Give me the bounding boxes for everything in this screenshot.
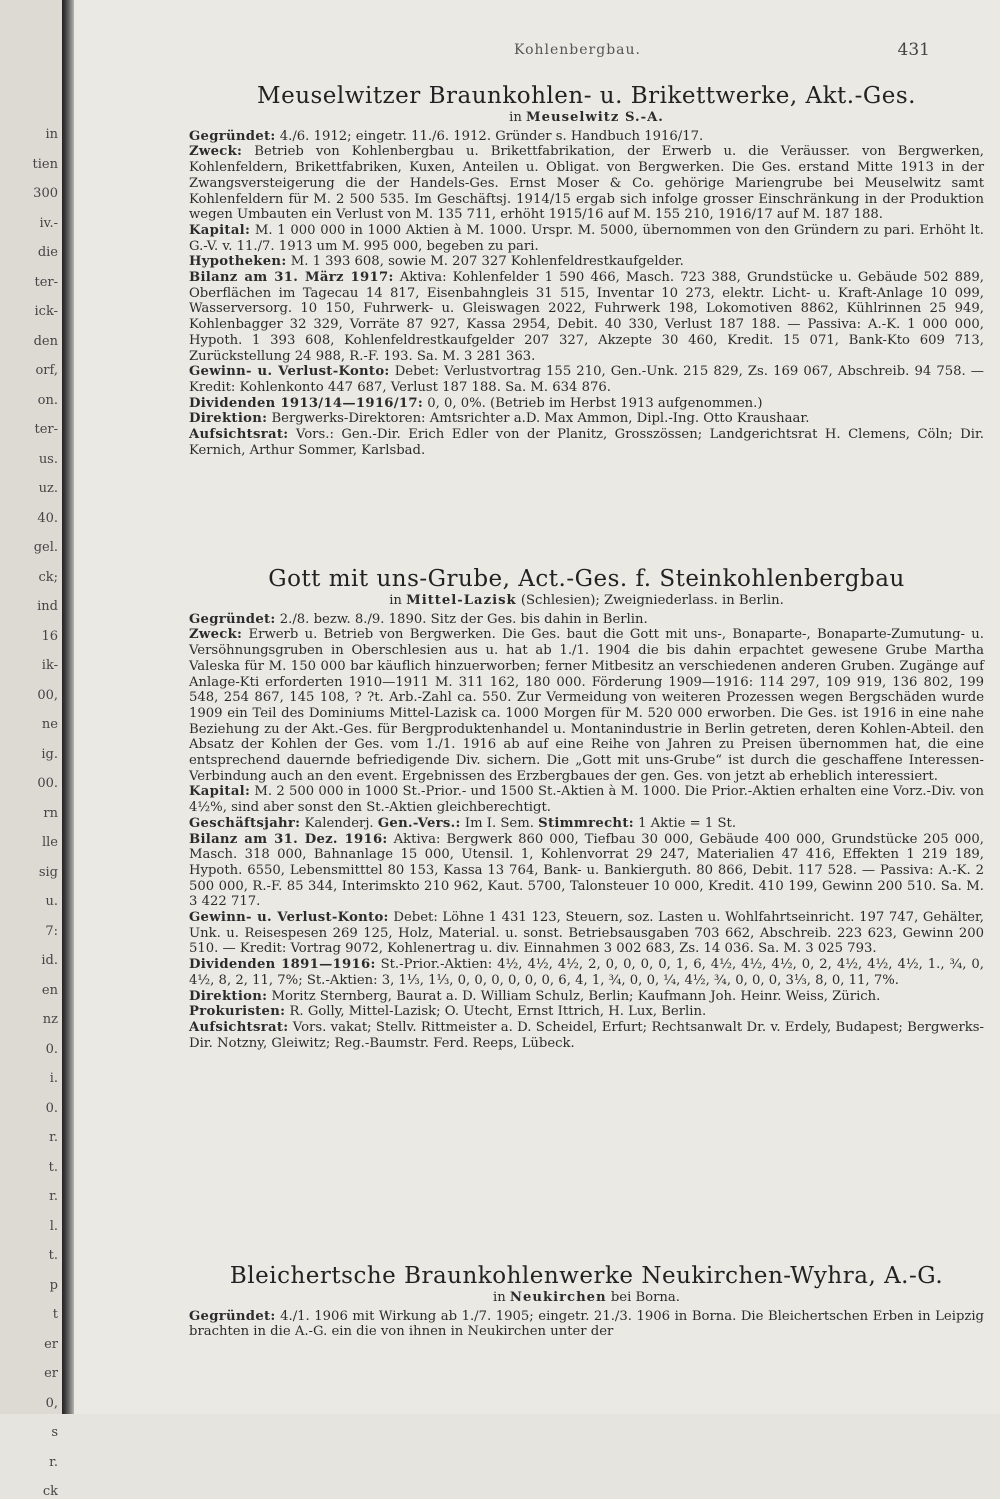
- location-name: Mittel-Lazisk: [406, 593, 517, 608]
- entry-title: Meuselwitzer Braunkohlen- u. Brikettwerke, Akt.-Ges.: [257, 83, 916, 109]
- margin-fragment: ick-: [34, 304, 58, 319]
- margin-fragment: rn: [43, 806, 58, 821]
- margin-fragment: den: [33, 334, 58, 349]
- entry-bleichertsche: [189, 1262, 984, 1340]
- margin-fragment: in: [45, 127, 58, 142]
- margin-fragment: iv.-: [39, 216, 58, 231]
- prokuristen-paragraph: Prokuristen: R. Golly, Mittel-Lazisk; O. Utecht, Ernst Ittrich, H. Lux, Berlin.: [189, 1004, 707, 1020]
- location-name: Meuselwitz S.-A.: [526, 110, 664, 125]
- margin-fragment: orf,: [35, 363, 58, 378]
- page-number: 431: [897, 40, 930, 60]
- margin-fragment: ig.: [41, 747, 58, 762]
- gegruendet-paragraph: Gegründet: 4./6. 1912; eingetr. 11./6. 1912. Gründer s. Handbuch 1916/17.: [189, 128, 704, 144]
- margin-fragment: ck;: [38, 570, 58, 585]
- margin-fragment: gel.: [33, 540, 58, 555]
- margin-fragment: r.: [49, 1455, 58, 1470]
- geschaeftsjahr-paragraph: Geschäftsjahr: Kalenderj. Gen.-Vers.: Im I. Sem. Stimmrecht: 1 Aktie = 1 St.: [189, 815, 737, 831]
- margin-fragment: r.: [49, 1189, 58, 1204]
- adjacent-page-margin: [0, 0, 62, 1499]
- margin-fragment: en: [41, 983, 58, 998]
- margin-fragment: t: [52, 1307, 58, 1322]
- margin-fragment: 0.: [45, 1101, 58, 1116]
- margin-fragment: ik-: [41, 658, 58, 673]
- kapital-paragraph: Kapital: M. 1 000 000 in 1000 Aktien à M. 1000. Urspr. M. 5000, übernommen von den Gründern zu pari. Erhöht lt. G.-V. v. 11./7. 1913 um M. 995 000, begeben zu pari.: [189, 222, 984, 254]
- margin-fragment: 7:: [45, 924, 58, 939]
- margin-fragment: 00,: [37, 688, 58, 703]
- entry-location: in Neukirchen bei Borna.: [493, 1290, 680, 1305]
- margin-fragment: lle: [41, 835, 58, 850]
- hypotheken-paragraph: Hypotheken: M. 1 393 608, sowie M. 207 327 Kohlenfeldrestkaufgelder.: [189, 254, 684, 270]
- margin-fragment: 00.: [37, 776, 58, 791]
- margin-fragment: 0,: [45, 1396, 58, 1411]
- margin-fragment: on.: [37, 393, 58, 408]
- margin-fragment: ter-: [34, 422, 58, 437]
- margin-fragment: ind: [37, 599, 58, 614]
- margin-fragment: er: [44, 1337, 58, 1352]
- gewinn-verlust-paragraph: Gewinn- u. Verlust-Konto: Debet: Verlustvortrag 155 210, Gen.-Unk. 215 829, Zs. 169 067, Abschreib. 94 758. — Kredit: Kohlenkonto 447 687, Verlust 187 188. Sa. M. 634 876.: [189, 364, 984, 395]
- margin-fragment: s: [51, 1425, 58, 1440]
- direktion-paragraph: Direktion: Moritz Sternberg, Baurat a. D. William Schulz, Berlin; Kaufmann Joh. Heinr. Weiss, Zürich.: [189, 988, 881, 1004]
- book-page: [74, 0, 1000, 1414]
- zweck-paragraph: Zweck: Betrieb von Kohlenbergbau u. Brikettfabrikation, der Erwerb u. die Veräusser. von Bergwerken, Kohlenfeldern, Brikettfabriken, Kuxen, Anteilen u. Obligat. von Bergwerken. Die Ges. erstand Mitte 1913 in der Zwangsversteigerung die der Handels-Ges. Ernst Moser & Co. gehörige Mariengrube bei Meuselwitz samt Kohlenfeldern für M. 2 500 535. Im Geschäftsj. 1914/15 ergab sich infolge grosser Einschränkung in der Produktion wegen Umbauten ein Verlust von M. 135 711, erhöht 1915/16 auf M. 155 210, 1916/17 auf M. 187 188.: [189, 144, 984, 223]
- entry-location: in Mittel-Lazisk (Schlesien); Zweigniederlass. in Berlin.: [389, 593, 784, 608]
- margin-fragment: ter-: [34, 275, 58, 290]
- margin-fragment: ck: [42, 1484, 58, 1499]
- margin-fragment: r.: [49, 1130, 58, 1145]
- margin-fragment: tien: [32, 157, 58, 172]
- margin-fragment: sig: [38, 865, 58, 880]
- aufsichtsrat-paragraph: Aufsichtsrat: Vors. vakat; Stellv. Rittmeister a. D. Scheidel, Erfurt; Rechtsanwalt Dr. v. Erdely, Budapest; Bergwerks-Dir. Notzny, Gleiwitz; Reg.-Baumstr. Ferd. Reeps, Lübeck.: [189, 1019, 984, 1051]
- margin-fragment: 40.: [37, 511, 58, 526]
- bilanz-paragraph: Bilanz am 31. Dez. 1916: Aktiva: Bergwerk 860 000, Tiefbau 30 000, Gebäude 400 000, Grundstücke 205 000, Masch. 318 000, Bahnanlage 15 000, Utensil. 1, Kohlenvorrat 29 247, Materialien 47 416, Effekten 1 219 189, Hypoth. 6550, Lebensmitttel 80 153, Kassa 13 764, Bank- u. Bankierguth. 80 866, Debit. 117 528. — Passiva: A.-K. 2 500 000, R.-F. 85 344, Interimskto 210 962, Kaut. 5700, Talonsteuer 10 000, Kredit. 410 199, Gewinn 200 510. Sa. M. 3 422 717.: [189, 831, 984, 910]
- margin-fragment: id.: [41, 953, 58, 968]
- margin-fragment: 300: [33, 186, 58, 201]
- zweck-paragraph: Zweck: Erwerb u. Betrieb von Bergwerken. Die Ges. baut die Gott mit uns-, Bonaparte-, Bonaparte-Zumutung- u. Versöhnungsgruben in Oberschlesien aus u. hat ab 1./1. 1904 die bis dahin erpachtet gewesene Grube Martha Valeska für M. 150 000 bar käuflich hinzuerworben; ferner Mitbesitz an verschiedenen anderen Gruben. Zugänge auf Anlage-Kti erforderten 1910—1911 M. 311 162, 180 000. Förderung 1909—1916: 114 297, 109 919, 136 802, 199 548, 254 867, 145 108, ? ?t. Arb.-Zahl ca. 550. Zur Vermeidung von weiteren Prozessen wegen Bergschäden wurde 1909 ein Teil des Dominiums Mittel-Lazisk ca. 1000 Morgen für M. 520 000 erworben. Die Ges. ist 1916 in eine nahe Beziehung zu der Akt.-Ges. für Bergproduktenhandel u. Montanindustrie in Berlin getreten, deren Kohlen-Abteil. den Absatz der Kohlen der Ges. vom 1./1. 1916 ab auf eine Reihe von Jahren zu Preisen übernommen hat, die eine entsprechend dauernde befriedigende Div. sichern. Die „Gott mit uns-Grube“ ist durch die geschaffene Interessen-Verbindung auch an den event. Ergebnissen des Erzbergbaues der gen. Ges. von jetzt ab erheblich interessiert.: [189, 627, 984, 784]
- gegruendet-paragraph: Gegründet: 4./1. 1906 mit Wirkung ab 1./7. 1905; eingetr. 21./3. 1906 in Borna. Die Bleichertschen Erben in Leipzig brachten in die A.-G. ein die von ihnen in Neukirchen unter der: [189, 1308, 984, 1340]
- margin-fragment: ne: [41, 717, 58, 732]
- gegruendet-paragraph: Gegründet: 2./8. bezw. 8./9. 1890. Sitz der Ges. bis dahin in Berlin.: [189, 611, 648, 627]
- margin-fragment: 0.: [45, 1042, 58, 1057]
- entry-title: Bleichertsche Braunkohlenwerke Neukirchen-Wyhra, A.-G.: [229, 1263, 944, 1289]
- margin-fragment: t.: [48, 1160, 58, 1175]
- aufsichtsrat-paragraph: Aufsichtsrat: Vors.: Gen.-Dir. Erich Edler von der Planitz, Grosszössen; Landgerichtsrat H. Clemens, Cöln; Dir. Kernich, Arthur Sommer, Karlsbad.: [189, 427, 984, 458]
- dividenden-paragraph: Dividenden 1891—1916: St.-Prior.-Aktien: 4½, 4½, 4½, 2, 0, 0, 0, 0, 1, 6, 4½, 4½, 4½, 0, 2, 4½, 4½, 4½, 1., ¾, 0, 4½, 8, 2, 11, 7%; St.-Aktien: 3, 1⅓, 1⅓, 0, 0, 0, 0, 0, 0, 6, 4, 1, ¾, 0, 0, ¼, 4½, ¾, 0, 0, 0, 3⅓, 8, 0, 11, 7%.: [189, 957, 984, 988]
- bilanz-paragraph: Bilanz am 31. März 1917: Aktiva: Kohlenfelder 1 590 466, Masch. 723 388, Grundstücke u. Gebäude 502 889, Oberflächen im Tagecau 14 817, Eisenbahngleis 31 515, Inventar 10 273, elektr. Licht- u. Kraft-Anlage 10 099, Wasserversorg. 10 150, Fuhrwerk- u. Gleiswagen 2022, Fuhrwerk 198, Lokomotiven 8862, Kühlrinnen 25 949, Kohlenbagger 32 329, Vorräte 87 927, Kassa 2954, Debit. 40 330, Verlust 187 188. — Passiva: A.-K. 1 000 000, Hypoth. 1 393 608, Kohlenfeldrestkaufgelder 207 327, Akzepte 30 460, Kredit. 15 071, Bank-Kto 609 713, Zurückstellung 24 988, R.-F. 193. Sa. M. 3 281 363.: [189, 270, 985, 364]
- margin-fragment: l.: [49, 1219, 58, 1234]
- margin-fragment: us.: [38, 452, 58, 467]
- location-name: Neukirchen: [509, 1290, 607, 1305]
- entry-meuselwitzer: [189, 82, 984, 458]
- direktion-paragraph: Direktion: Bergwerks-Direktoren: Amtsrichter a.D. Max Ammon, Dipl.-Ing. Otto Kraushaar.: [189, 411, 810, 427]
- entry-location: in Meuselwitz S.-A.: [509, 110, 664, 125]
- book-gutter: [62, 0, 74, 1414]
- margin-fragment: 16: [41, 629, 58, 644]
- kapital-paragraph: Kapital: M. 2 500 000 in 1000 St.-Prior.- und 1500 St.-Aktien à M. 1000. Die Prior.-Aktien erhalten eine Vorz.-Div. von 4½%, sind aber sonst den St.-Aktien gleichberechtigt.: [189, 784, 984, 816]
- margin-fragment: u.: [45, 894, 58, 909]
- entry-gott-mit-uns-grube: [189, 565, 984, 1051]
- gewinn-verlust-paragraph: Gewinn- u. Verlust-Konto: Debet: Löhne 1 431 123, Steuern, soz. Lasten u. Wohlfahrtseinricht. 197 747, Gehälter, Unk. u. Reisespesen 269 125, Holz, Material. u. sonst. Betriebsausgaben 703 662, Abschreib. 223 623, Gewinn 200 510. — Kredit: Vortrag 9072, Kohlenertrag u. div. Einnahmen 3 002 683, Zs. 14 036. Sa. M. 3 025 793.: [189, 910, 984, 957]
- margin-fragment: er: [44, 1366, 58, 1381]
- margin-fragment: die: [37, 245, 58, 260]
- margin-fragment: uz.: [38, 481, 58, 496]
- margin-fragment: t.: [48, 1248, 58, 1263]
- running-head: Kohlenbergbau.: [514, 42, 641, 58]
- margin-fragment: i.: [49, 1071, 58, 1086]
- entry-title: Gott mit uns-Grube, Act.-Ges. f. Steinkohlenbergbau: [268, 566, 905, 592]
- margin-fragment: p: [49, 1278, 58, 1293]
- dividenden-paragraph: Dividenden 1913/14—1916/17: 0, 0, 0%. (Betrieb im Herbst 1913 aufgenommen.): [189, 395, 763, 411]
- margin-fragment: nz: [42, 1012, 58, 1027]
